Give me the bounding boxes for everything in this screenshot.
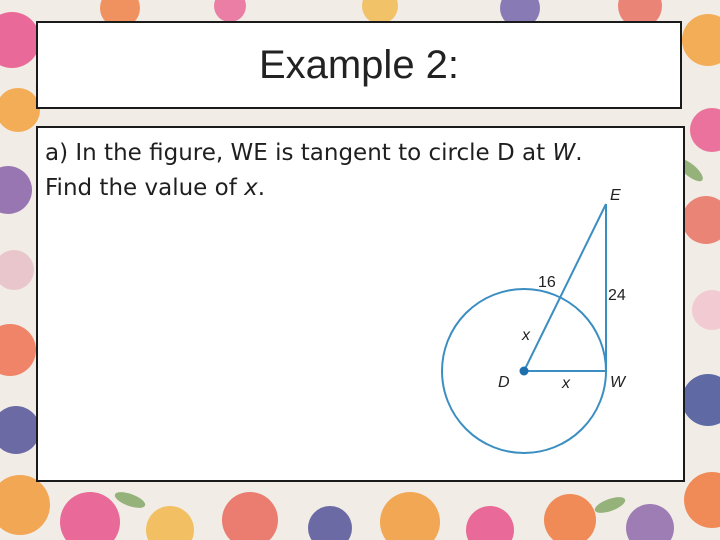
segment-de	[524, 204, 606, 371]
problem-line-2-prefix: Find the value of	[45, 175, 245, 201]
slide-title: Example 2:	[258, 42, 460, 87]
problem-line-1-prefix: a) In the figure, WE is tangent to circle D at	[45, 140, 553, 166]
label-d: D	[498, 374, 510, 391]
geometry-figure	[434, 178, 654, 478]
title-box	[36, 21, 682, 109]
problem-line-2-var: x	[244, 175, 258, 201]
center-point-d	[520, 367, 529, 376]
label-w: W	[610, 374, 626, 391]
label-16: 16	[538, 274, 556, 291]
label-x-radius: x	[562, 375, 570, 392]
problem-line-1	[45, 136, 665, 171]
problem-line-2-suffix: .	[257, 175, 266, 201]
label-x-segment: x	[522, 327, 530, 344]
problem-line-1-suffix: .	[575, 140, 583, 166]
label-e: E	[610, 187, 621, 204]
content-box	[36, 126, 685, 482]
problem-line-1-var: W	[552, 140, 576, 166]
label-24: 24	[608, 287, 626, 304]
